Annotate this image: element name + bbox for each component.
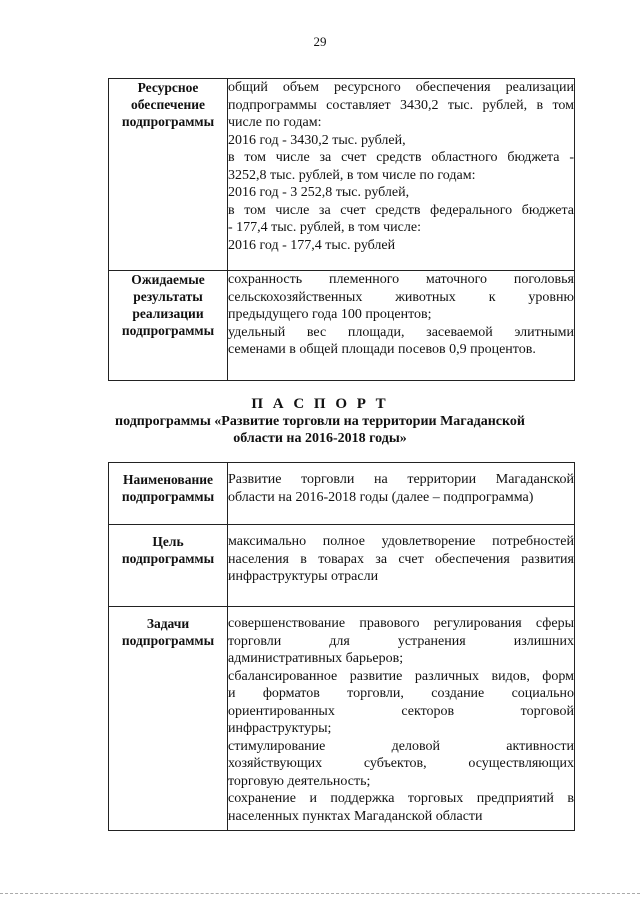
table-row xyxy=(109,463,575,525)
page-number: 29 xyxy=(313,34,327,49)
label-line: подпрограммы xyxy=(121,323,215,338)
value-line: подпрограммы составляет 3430,2 тыс. рублей, в том xyxy=(228,97,574,113)
passport-table xyxy=(108,462,575,831)
table-row xyxy=(109,271,575,381)
row-value-cell xyxy=(228,607,575,831)
row-label-cell xyxy=(109,271,228,381)
value-line: в том числе за счет средств федерального бюджета xyxy=(228,202,574,218)
label-line: Цель xyxy=(152,534,184,549)
value-line: 2016 год - 3430,2 тыс. рублей, xyxy=(228,132,406,148)
value-line: населения в товарах за счет обеспечения развития xyxy=(228,551,574,567)
table-row xyxy=(109,79,575,271)
row-value-cell xyxy=(228,463,575,525)
value-line: максимально полное удовлетворение потребностей xyxy=(228,534,574,549)
value-line: торговую деятельность; xyxy=(228,773,371,789)
row-label-cell xyxy=(109,607,228,831)
passport-title: П А С П О Р Т xyxy=(251,396,389,412)
value-line: 2016 год - 177,4 тыс. рублей xyxy=(228,237,396,253)
label-line: Ресурсное xyxy=(137,80,199,95)
value-line: - 177,4 тыс. рублей, в том числе: xyxy=(228,220,421,235)
row-label-cell xyxy=(109,79,228,271)
value-line: 3252,8 тыс. рублей, в том числе по годам: xyxy=(228,167,476,183)
value-line: семенами в общей площади посевов 0,9 процентов. xyxy=(228,342,536,357)
passport-subtitle-line1: подпрограммы «Развитие торговли на территории Магаданской xyxy=(115,414,525,429)
value-line: удельный вес площади, засеваемой элитными xyxy=(228,324,574,340)
passport-subtitle-line2: области на 2016-2018 годы» xyxy=(233,431,407,446)
value-line: ориентированных секторов торговой xyxy=(228,703,574,719)
label-line: реализации xyxy=(132,306,204,321)
scan-edge-divider xyxy=(0,893,640,894)
value-line: инфраструктуры; xyxy=(228,721,332,736)
label-line: результаты xyxy=(133,289,203,304)
resource-table xyxy=(108,78,575,381)
value-line: сбалансированное развитие различных видов, форм xyxy=(228,668,574,684)
value-line: торговли для устранения излишних xyxy=(228,633,574,649)
label-line: Ожидаемые xyxy=(131,272,205,287)
row-label-cell xyxy=(109,463,228,525)
value-line: в том числе за счет средств областного бюджета - xyxy=(228,150,574,165)
table-row xyxy=(109,607,575,831)
value-line: области на 2016-2018 годы (далее – подпрограмма) xyxy=(228,489,534,505)
value-line: сельскохозяйственных животных к уровню xyxy=(228,289,574,305)
row-value-cell xyxy=(228,79,575,271)
row-value-cell xyxy=(228,271,575,381)
value-line: Развитие торговли на территории Магаданской xyxy=(228,472,574,487)
value-line: сохранение и поддержка торговых предприятий в xyxy=(228,791,574,806)
label-line: подпрограммы xyxy=(121,633,215,648)
value-line: сохранность племенного маточного поголовья xyxy=(228,272,574,287)
label-line: подпрограммы xyxy=(121,489,215,504)
value-line: совершенствование правового регулирования сферы xyxy=(228,616,574,631)
value-line: стимулирование деловой активности xyxy=(228,738,574,754)
value-line: административных барьеров; xyxy=(228,651,404,666)
label-line: Наименование xyxy=(123,472,213,487)
value-line: общий объем ресурсного обеспечения реализации xyxy=(228,80,574,95)
label-line: обеспечение xyxy=(130,97,206,112)
label-line: подпрограммы xyxy=(121,551,215,566)
value-line: хозяйствующих субъектов, осуществляющих xyxy=(228,756,574,771)
value-line: предыдущего года 100 процентов; xyxy=(228,307,432,322)
value-line: инфраструктуры отрасли xyxy=(228,569,379,584)
value-line: числе по годам: xyxy=(228,115,322,130)
table-row xyxy=(109,525,575,607)
row-value-cell xyxy=(228,525,575,607)
value-line: и форматов торговли, создание социально xyxy=(228,686,574,701)
value-line: 2016 год - 3 252,8 тыс. рублей, xyxy=(228,185,410,200)
label-line: Задачи xyxy=(146,616,190,631)
value-line: населенных пунктах Магаданской области xyxy=(228,808,483,824)
row-label-cell xyxy=(109,525,228,607)
label-line: подпрограммы xyxy=(121,114,215,129)
